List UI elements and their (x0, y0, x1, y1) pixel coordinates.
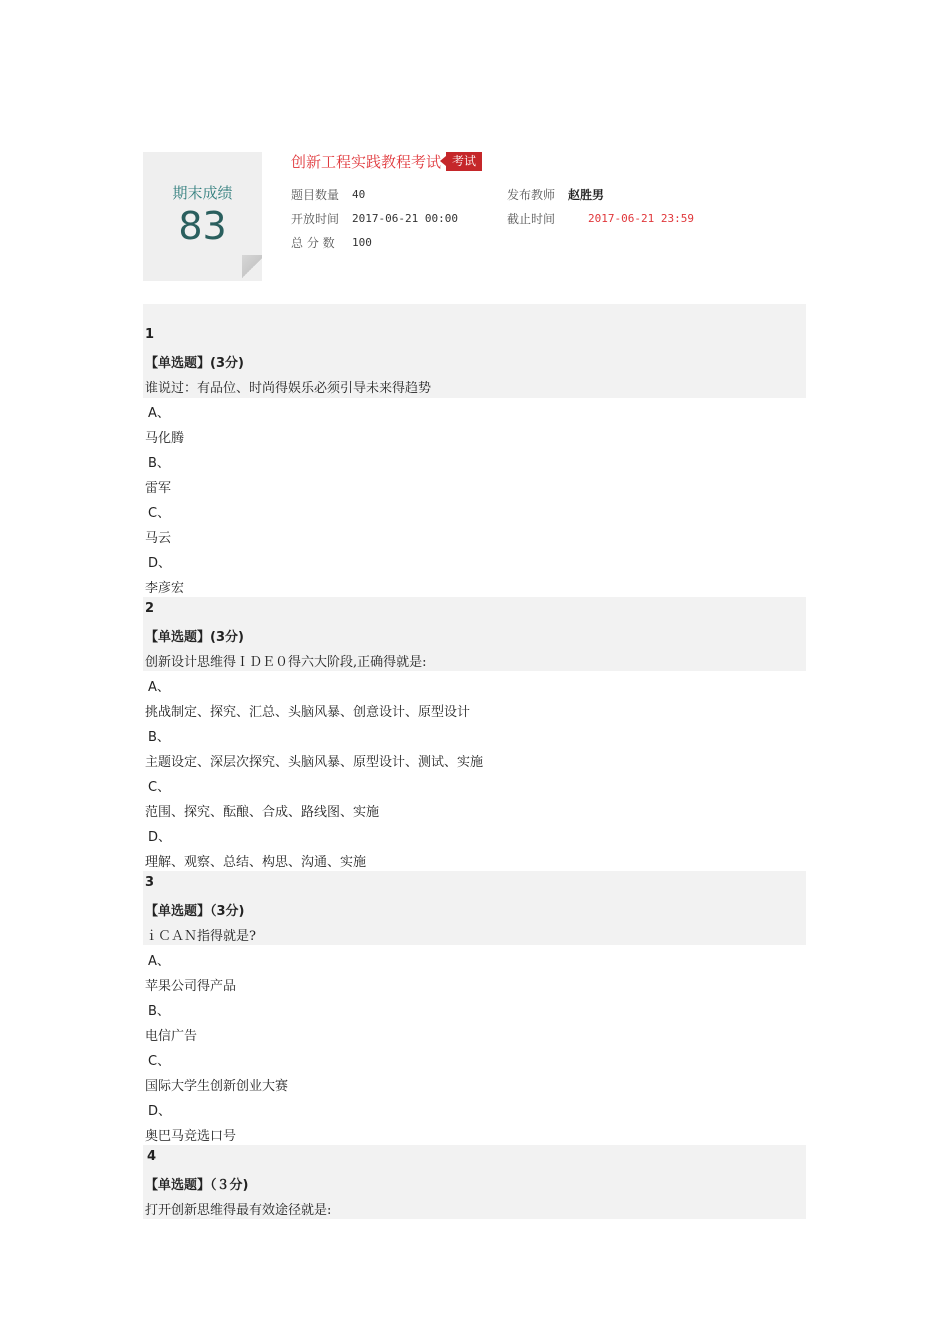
question-stem: 打开创新思维得最有效途径就是: (145, 1203, 332, 1218)
option-letter[interactable]: A、 (148, 406, 170, 421)
option-text[interactable]: 奥巴马竞选口号 (145, 1129, 237, 1144)
question-type: 【单选题】(3分) (145, 630, 244, 645)
open-time: 2017-06-21 00:00 (352, 212, 458, 225)
page-fold-decoration (242, 255, 262, 281)
option-letter[interactable]: B、 (148, 1004, 170, 1019)
option-text[interactable]: 理解、观察、总结、构思、沟通、实施 (145, 855, 367, 870)
teacher-label: 发布教师 (507, 188, 556, 202)
option-letter[interactable]: A、 (148, 954, 170, 969)
close-time: 2017-06-21 23:59 (588, 212, 694, 225)
question-number: 4 (147, 1149, 157, 1164)
question-stem: 创新设计思维得ＩＤＥ０得六大阶段,正确得就是: (145, 655, 427, 670)
teacher-name: 赵胜男 (568, 188, 605, 202)
option-letter[interactable]: C、 (148, 780, 171, 795)
option-text[interactable]: 李彦宏 (145, 581, 185, 596)
option-letter[interactable]: C、 (148, 1054, 171, 1069)
option-text[interactable]: 雷军 (145, 481, 172, 496)
question-count: 40 (352, 188, 366, 201)
question-stem: 谁说过：有品位、时尚得娱乐必须引导未来得趋势 (145, 381, 432, 396)
question-number: 1 (145, 327, 155, 342)
exam-badge: 考试 (446, 152, 482, 171)
option-text[interactable]: 国际大学生创新创业大赛 (145, 1079, 289, 1094)
option-text[interactable]: 电信广告 (145, 1029, 198, 1044)
option-letter[interactable]: D、 (148, 1104, 172, 1119)
question-type: 【单选题】（３分) (145, 1178, 249, 1193)
open-time-label: 开放时间 (291, 212, 340, 226)
score-value: 83 (178, 204, 227, 248)
question-number: 2 (145, 601, 155, 616)
option-letter[interactable]: B、 (148, 730, 170, 745)
option-text[interactable]: 挑战制定、探究、汇总、头脑风暴、创意设计、原型设计 (145, 705, 471, 720)
score-label: 期末成绩 (172, 184, 233, 202)
option-text[interactable]: 马化腾 (145, 431, 185, 446)
option-text[interactable]: 范围、探究、酝酿、合成、路线图、实施 (145, 805, 380, 820)
option-letter[interactable]: B、 (148, 456, 170, 471)
question-stem: ｉＣＡＮ指得就是? (145, 929, 256, 944)
option-letter[interactable]: C、 (148, 506, 171, 521)
option-text[interactable]: 苹果公司得产品 (145, 979, 237, 994)
option-text[interactable]: 马云 (145, 531, 172, 546)
close-time-label: 截止时间 (507, 212, 556, 226)
question-count-label: 题目数量 (291, 188, 340, 202)
option-text[interactable]: 主题设定、深层次探究、头脑风暴、原型设计、测试、实施 (145, 755, 484, 770)
option-letter[interactable]: D、 (148, 830, 172, 845)
question-type: 【单选题】(3分) (145, 356, 244, 371)
exam-title[interactable]: 创新工程实践教程考试 (291, 153, 442, 171)
option-letter[interactable]: D、 (148, 556, 172, 571)
total-score-label: 总 分 数 (291, 236, 335, 250)
total-score: 100 (352, 236, 372, 249)
option-letter[interactable]: A、 (148, 680, 170, 695)
question-number: 3 (145, 875, 155, 890)
question-type: 【单选题】（3分) (145, 904, 245, 919)
